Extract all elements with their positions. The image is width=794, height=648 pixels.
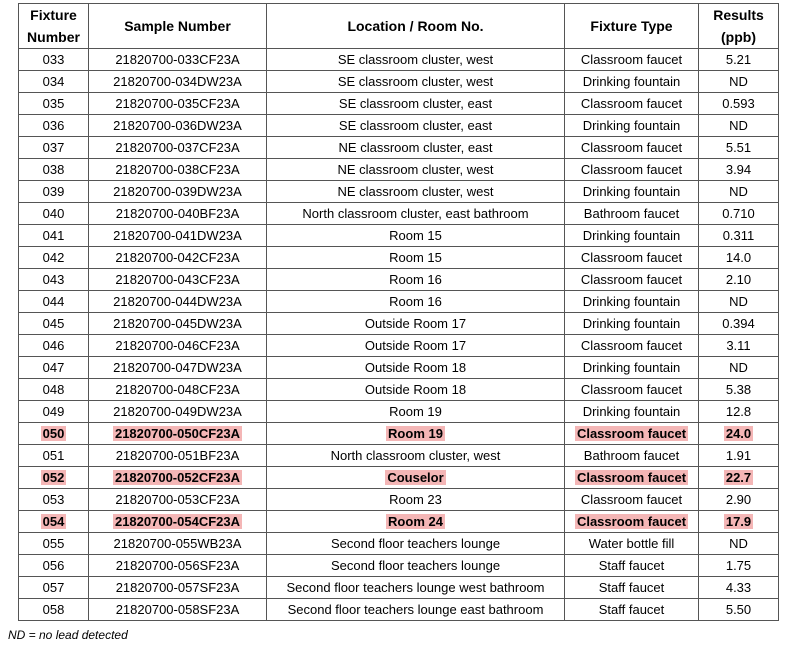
results-table (18, 3, 779, 621)
cell-fixture-number: 033 (19, 49, 89, 71)
cell-fixture-type: Classroom faucet (565, 247, 699, 269)
cell-fixture-number: 036 (19, 115, 89, 137)
cell-fixture-type: Classroom faucet (565, 423, 699, 445)
cell-fixture-type: Drinking fountain (565, 225, 699, 247)
cell-location: Room 16 (267, 291, 565, 313)
cell-location: Outside Room 17 (267, 313, 565, 335)
cell-sample-number: 21820700-051BF23A (89, 445, 267, 467)
cell-sample-number: 21820700-058SF23A (89, 599, 267, 621)
cell-result: 1.75 (699, 555, 779, 577)
cell-result: ND (699, 71, 779, 93)
cell-fixture-number: 053 (19, 489, 89, 511)
table-row (19, 159, 779, 181)
cell-sample-number: 21820700-038CF23A (89, 159, 267, 181)
cell-location: SE classroom cluster, west (267, 71, 565, 93)
cell-fixture-number: 054 (19, 511, 89, 533)
cell-fixture-number: 042 (19, 247, 89, 269)
cell-fixture-number: 052 (19, 467, 89, 489)
cell-location: Outside Room 17 (267, 335, 565, 357)
table-row-highlighted (19, 511, 779, 533)
cell-location: Second floor teachers lounge (267, 555, 565, 577)
cell-location: Room 19 (267, 423, 565, 445)
cell-fixture-type: Classroom faucet (565, 93, 699, 115)
table-row (19, 379, 779, 401)
cell-fixture-type: Drinking fountain (565, 181, 699, 203)
cell-fixture-number: 057 (19, 577, 89, 599)
cell-result: 0.593 (699, 93, 779, 115)
table-row (19, 555, 779, 577)
cell-location: NE classroom cluster, east (267, 137, 565, 159)
cell-location: Room 15 (267, 247, 565, 269)
table-row (19, 577, 779, 599)
cell-sample-number: 21820700-056SF23A (89, 555, 267, 577)
cell-sample-number: 21820700-041DW23A (89, 225, 267, 247)
cell-location: Outside Room 18 (267, 379, 565, 401)
table-row (19, 203, 779, 225)
table-row (19, 137, 779, 159)
cell-location: Room 15 (267, 225, 565, 247)
cell-fixture-number: 043 (19, 269, 89, 291)
table-row (19, 49, 779, 71)
cell-fixture-type: Water bottle fill (565, 533, 699, 555)
cell-location: Couselor (267, 467, 565, 489)
cell-fixture-number: 050 (19, 423, 89, 445)
cell-sample-number: 21820700-057SF23A (89, 577, 267, 599)
cell-result: 22.7 (699, 467, 779, 489)
table-row (19, 445, 779, 467)
cell-sample-number: 21820700-042CF23A (89, 247, 267, 269)
cell-location: Room 24 (267, 511, 565, 533)
cell-fixture-type: Drinking fountain (565, 115, 699, 137)
cell-sample-number: 21820700-045DW23A (89, 313, 267, 335)
cell-location: NE classroom cluster, west (267, 159, 565, 181)
cell-result: ND (699, 181, 779, 203)
cell-fixture-number: 056 (19, 555, 89, 577)
cell-fixture-number: 045 (19, 313, 89, 335)
cell-fixture-type: Staff faucet (565, 599, 699, 621)
cell-location: SE classroom cluster, east (267, 115, 565, 137)
cell-fixture-number: 041 (19, 225, 89, 247)
cell-result: 1.91 (699, 445, 779, 467)
cell-fixture-type: Bathroom faucet (565, 203, 699, 225)
cell-result: 14.0 (699, 247, 779, 269)
cell-fixture-type: Classroom faucet (565, 379, 699, 401)
table-row (19, 599, 779, 621)
cell-location: Second floor teachers lounge east bathroom (267, 599, 565, 621)
cell-fixture-number: 047 (19, 357, 89, 379)
cell-fixture-type: Classroom faucet (565, 137, 699, 159)
cell-location: North classroom cluster, east bathroom (267, 203, 565, 225)
cell-fixture-type: Drinking fountain (565, 71, 699, 93)
cell-fixture-number: 051 (19, 445, 89, 467)
cell-fixture-type: Classroom faucet (565, 159, 699, 181)
cell-location: Room 19 (267, 401, 565, 423)
cell-location: SE classroom cluster, east (267, 93, 565, 115)
table-body (19, 49, 779, 621)
cell-location: Second floor teachers lounge (267, 533, 565, 555)
cell-location: Outside Room 18 (267, 357, 565, 379)
cell-sample-number: 21820700-033CF23A (89, 49, 267, 71)
header-sample-number: Sample Number (89, 4, 267, 49)
cell-fixture-type: Classroom faucet (565, 269, 699, 291)
cell-result: 17.9 (699, 511, 779, 533)
cell-sample-number: 21820700-054CF23A (89, 511, 267, 533)
cell-result: 0.394 (699, 313, 779, 335)
cell-sample-number: 21820700-047DW23A (89, 357, 267, 379)
header-location: Location / Room No. (267, 4, 565, 49)
cell-result: 2.10 (699, 269, 779, 291)
cell-result: 5.21 (699, 49, 779, 71)
cell-location: SE classroom cluster, west (267, 49, 565, 71)
cell-sample-number: 21820700-037CF23A (89, 137, 267, 159)
cell-sample-number: 21820700-053CF23A (89, 489, 267, 511)
cell-location: Room 16 (267, 269, 565, 291)
cell-sample-number: 21820700-050CF23A (89, 423, 267, 445)
cell-result: 4.33 (699, 577, 779, 599)
cell-sample-number: 21820700-039DW23A (89, 181, 267, 203)
cell-sample-number: 21820700-043CF23A (89, 269, 267, 291)
header-results: Results (ppb) (699, 4, 779, 49)
cell-result: 24.0 (699, 423, 779, 445)
table-row (19, 225, 779, 247)
table-row (19, 357, 779, 379)
cell-result: 2.90 (699, 489, 779, 511)
cell-result: 0.710 (699, 203, 779, 225)
cell-result: ND (699, 291, 779, 313)
table-row (19, 269, 779, 291)
cell-fixture-number: 046 (19, 335, 89, 357)
cell-fixture-number: 044 (19, 291, 89, 313)
cell-fixture-type: Drinking fountain (565, 291, 699, 313)
cell-fixture-type: Bathroom faucet (565, 445, 699, 467)
cell-fixture-type: Classroom faucet (565, 511, 699, 533)
cell-fixture-number: 037 (19, 137, 89, 159)
cell-fixture-type: Drinking fountain (565, 313, 699, 335)
cell-fixture-number: 039 (19, 181, 89, 203)
cell-sample-number: 21820700-048CF23A (89, 379, 267, 401)
cell-sample-number: 21820700-046CF23A (89, 335, 267, 357)
cell-location: North classroom cluster, west (267, 445, 565, 467)
cell-result: 3.94 (699, 159, 779, 181)
cell-sample-number: 21820700-036DW23A (89, 115, 267, 137)
cell-fixture-number: 049 (19, 401, 89, 423)
cell-fixture-type: Drinking fountain (565, 401, 699, 423)
cell-fixture-type: Classroom faucet (565, 489, 699, 511)
cell-sample-number: 21820700-049DW23A (89, 401, 267, 423)
cell-sample-number: 21820700-035CF23A (89, 93, 267, 115)
cell-sample-number: 21820700-034DW23A (89, 71, 267, 93)
cell-location: NE classroom cluster, west (267, 181, 565, 203)
cell-result: ND (699, 533, 779, 555)
cell-fixture-type: Drinking fountain (565, 357, 699, 379)
cell-result: 5.51 (699, 137, 779, 159)
cell-fixture-type: Classroom faucet (565, 335, 699, 357)
table-row (19, 313, 779, 335)
table-row (19, 181, 779, 203)
cell-result: 5.50 (699, 599, 779, 621)
header-fixture-number: Fixture Number (19, 4, 89, 49)
cell-result: 0.311 (699, 225, 779, 247)
cell-fixture-type: Staff faucet (565, 577, 699, 599)
table-row (19, 489, 779, 511)
cell-sample-number: 21820700-044DW23A (89, 291, 267, 313)
table-row (19, 291, 779, 313)
cell-result: ND (699, 357, 779, 379)
cell-location: Room 23 (267, 489, 565, 511)
footnote: ND = no lead detected (8, 628, 128, 642)
cell-location: Second floor teachers lounge west bathroom (267, 577, 565, 599)
cell-fixture-number: 034 (19, 71, 89, 93)
cell-fixture-type: Staff faucet (565, 555, 699, 577)
table-row-highlighted (19, 467, 779, 489)
cell-sample-number: 21820700-052CF23A (89, 467, 267, 489)
cell-result: 12.8 (699, 401, 779, 423)
table-row (19, 71, 779, 93)
cell-fixture-number: 038 (19, 159, 89, 181)
table-row (19, 401, 779, 423)
cell-fixture-number: 035 (19, 93, 89, 115)
cell-fixture-type: Classroom faucet (565, 49, 699, 71)
table-row (19, 115, 779, 137)
cell-result: 3.11 (699, 335, 779, 357)
cell-fixture-number: 058 (19, 599, 89, 621)
cell-fixture-number: 055 (19, 533, 89, 555)
cell-result: 5.38 (699, 379, 779, 401)
table-row (19, 533, 779, 555)
header-fixture-type: Fixture Type (565, 4, 699, 49)
cell-fixture-type: Classroom faucet (565, 467, 699, 489)
cell-result: ND (699, 115, 779, 137)
table-row (19, 335, 779, 357)
table-row (19, 247, 779, 269)
cell-fixture-number: 040 (19, 203, 89, 225)
cell-fixture-number: 048 (19, 379, 89, 401)
table-row (19, 93, 779, 115)
table-row-highlighted (19, 423, 779, 445)
cell-sample-number: 21820700-055WB23A (89, 533, 267, 555)
table-header (19, 4, 779, 49)
cell-sample-number: 21820700-040BF23A (89, 203, 267, 225)
